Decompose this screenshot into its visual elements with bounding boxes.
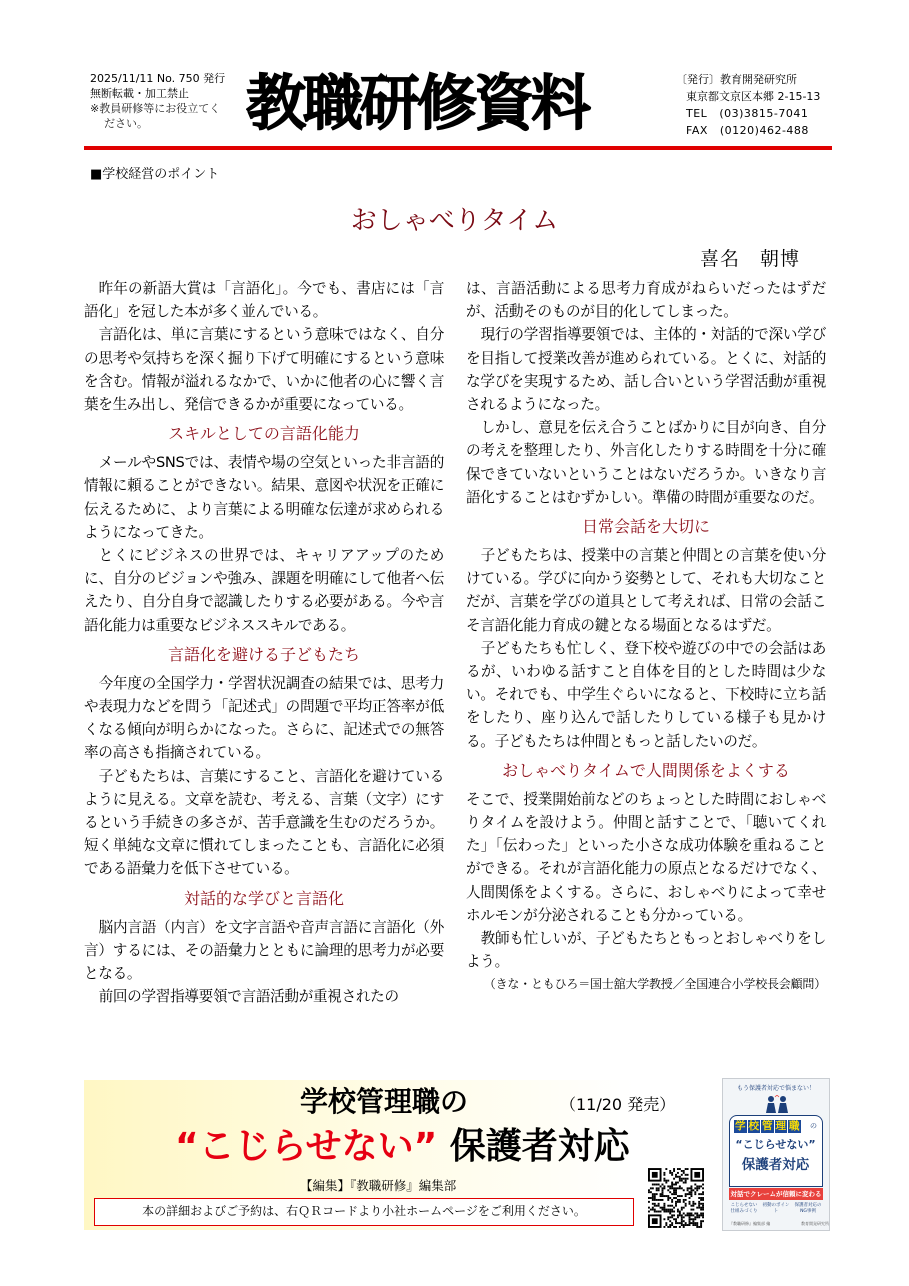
book-feature: こじらせない仕組みづくり bbox=[730, 1203, 758, 1214]
paragraph: 子どもたちは、授業中の言葉と仲間との言葉を使い分けている。学びに向かう姿勢として、それも大切なことだが、言葉を学びの道具として考えれば、日常の会話こそ言語化能力育成の鍵となる場面となるはずだ。 bbox=[466, 547, 826, 634]
paragraph: 言語化は、単に言葉にするという意味ではなく、自分の思考や気持ちを深く掘り下げて明確にするという意味を含む。情報が溢れるなかで、いかに他者の心に響く言葉を生み出し、発信できるかが重要になっている。 bbox=[84, 326, 444, 414]
book-title-tag: 理 bbox=[775, 1120, 786, 1132]
people-talking-icon bbox=[761, 1095, 793, 1113]
book-title-tags bbox=[734, 1120, 801, 1133]
publisher-name: 〔発行〕教育開発研究所 bbox=[676, 73, 797, 86]
issue-info bbox=[90, 71, 242, 131]
usage-note-cont: ださい。 bbox=[104, 117, 148, 130]
book-title-line2: “こじらせない” bbox=[735, 1138, 816, 1151]
paragraph: 脳内言語（内言）を文字言語や音声言語に言語化（外言）するには、その語彙力とともに論理的思考力が必要となる。 bbox=[84, 918, 444, 983]
ad-cta-box: 本の詳細およびご予約は、右ＱＲコードより小社ホームページをご利用ください。 bbox=[94, 1198, 634, 1226]
publisher-info bbox=[676, 71, 820, 139]
book-editor: 『教職研修』編集部 編 bbox=[729, 1221, 771, 1226]
paragraph: 現行の学習指導要領では、主体的・対話的で深い学びを目指して授業改善が進められている。とくに、対話的な学びを実現するため、話し合いという学習活動が重視されるようになった。 bbox=[466, 326, 826, 414]
subheading: 言語化を避ける子どもたち bbox=[167, 644, 360, 664]
paragraph: は、言語活動による思考力育成がねらいだったはずだが、活動そのものが目的化してしまった。 bbox=[466, 280, 826, 321]
ad-release-date: （11/20 発売） bbox=[560, 1095, 676, 1114]
usage-note: ※教員研修等にお役立てく bbox=[90, 102, 221, 115]
book-no: の bbox=[810, 1122, 817, 1130]
ad-title-black: 保護者対応 bbox=[449, 1126, 630, 1167]
copyright-notice: 無断転載・加工禁止 bbox=[90, 87, 189, 100]
paragraph: 教師も忙しいが、子どもたちともっとおしゃべりをしよう。 bbox=[466, 930, 826, 971]
author-credit: （きな・ともひろ＝国士舘大学教授／全国連合小学校長会顧問） bbox=[483, 977, 826, 992]
book-title-tag: 校 bbox=[748, 1120, 759, 1132]
book-title-tag: 職 bbox=[789, 1120, 800, 1132]
book-cover-image[interactable] bbox=[722, 1078, 830, 1231]
paragraph: そこで、授業開始前などのちょっとした時間におしゃべりタイムを設けよう。仲間と話すことで、「聴いてくれた」「伝わった」といった小さな成功体験を重ねることができる。それが言語化能力の原点となるだけでなく、人間関係をよくする。さらに、おしゃべりによって幸せホルモンが分泌されることも分かっている。 bbox=[466, 790, 826, 924]
fax-number: (0120)462-488 bbox=[719, 124, 809, 137]
paragraph: 昨年の新語大賞は「言語化」。今でも、書店には「言語化」を冠した本が多く並んでいる。 bbox=[84, 280, 444, 321]
book-feature: 保護者対応のNG事例 bbox=[794, 1203, 822, 1214]
book-title-tag: 学 bbox=[735, 1120, 746, 1132]
publisher-fax bbox=[676, 122, 820, 139]
book-title-tag: 管 bbox=[762, 1120, 773, 1132]
article-author: 喜名 朝博 bbox=[700, 248, 801, 270]
paragraph: しかし、意見を伝え合うことばかりに目が向き、自分の考えを整理したり、外言化したりする時間を十分に確保できていないということはないだろうか。いきなり言語化することはむずかしい。準備の時間が重要なのだ。 bbox=[466, 419, 826, 506]
book-features bbox=[729, 1203, 823, 1215]
article-title: おしゃべりタイム bbox=[350, 206, 559, 236]
paragraph: 子どもたちも忙しく、登下校や遊びの中での会話はあるが、いわゆる話すこと自体を目的とした時間は少ない。それでも、中学生ぐらいになると、下校時に立ち話をしたり、座り込んで話したりしている様子も見かける。子どもたちは仲間ともっと話したいのだ。 bbox=[466, 639, 826, 750]
paragraph: 今年度の全国学力・学習状況調査の結果では、思考力や表現力などを問う「記述式」の問題で平均正答率が低くなる傾向が明らかになった。さらに、記述式での無答率の高さも指摘されている。 bbox=[84, 674, 444, 762]
issue-date: 2025/11/11 No. 750 発行 bbox=[90, 72, 226, 85]
ad-title-line2 bbox=[175, 1121, 630, 1173]
section-label: ■学校経営のポイント bbox=[90, 167, 220, 182]
publisher-address: 東京都文京区本郷 2-15-13 bbox=[686, 90, 821, 103]
paragraph: 前回の学習指導要領で言語活動が重視されたの bbox=[98, 988, 399, 1006]
book-band: 対話でクレームが信頼に変わる bbox=[730, 1190, 822, 1198]
paragraph: とくにビジネスの世界では、キャリアアップのために、自分のビジョンや強み、課題を明確にして他者へ伝えたり、自分自身で認識したりする必要がある。今や言語化能力は重要なビジネススキルである。 bbox=[84, 547, 444, 634]
header-divider bbox=[84, 146, 832, 150]
ad-title-red: “こじらせない” bbox=[175, 1126, 438, 1167]
subheading: 対話的な学びと言語化 bbox=[183, 888, 344, 908]
book-title-frame bbox=[729, 1115, 823, 1187]
paragraph: 子どもたちは、言葉にすること、言語化を避けているように見える。文章を読む、考える、言葉（文字）にするという手続きの多さが、苦手意識を生むのだろうか。短く単純な文章に慣れてしまったことも、言語化に必須である語彙力を低下させている。 bbox=[84, 767, 444, 878]
book-arc-text: もう保護者対応で悩まない！ bbox=[736, 1085, 815, 1092]
ad-title-line1: 学校管理職の bbox=[300, 1085, 469, 1118]
paragraph: メールやSNSでは、表情や場の空気といった非言語的情報に頼ることができない。結果、意図や状況を正確に伝えるために、より言葉による明確な伝達が求められるようになってきた。 bbox=[84, 454, 444, 541]
fax-label: FAX bbox=[686, 124, 708, 137]
subheading: おしゃべりタイムで人間関係をよくする bbox=[502, 760, 790, 780]
article-column-left bbox=[84, 277, 444, 1008]
tel-number: (03)3815-7041 bbox=[719, 107, 809, 120]
qr-code-icon[interactable] bbox=[648, 1168, 704, 1228]
ad-editor: 【編集】『教職研修』編集部 bbox=[300, 1178, 457, 1193]
book-title-line3: 保護者対応 bbox=[741, 1157, 810, 1173]
book-feature: 初動のポイント bbox=[762, 1203, 790, 1214]
subheading: スキルとしての言語化能力 bbox=[168, 424, 360, 444]
subheading: 日常会話を大切に bbox=[581, 517, 710, 537]
tel-label: TEL bbox=[686, 107, 708, 120]
masthead: 教職研修資料 bbox=[246, 69, 588, 139]
article-column-right bbox=[466, 277, 826, 993]
publisher-tel bbox=[676, 105, 820, 122]
book-publisher-logo: 教育開発研究所 bbox=[801, 1221, 829, 1226]
